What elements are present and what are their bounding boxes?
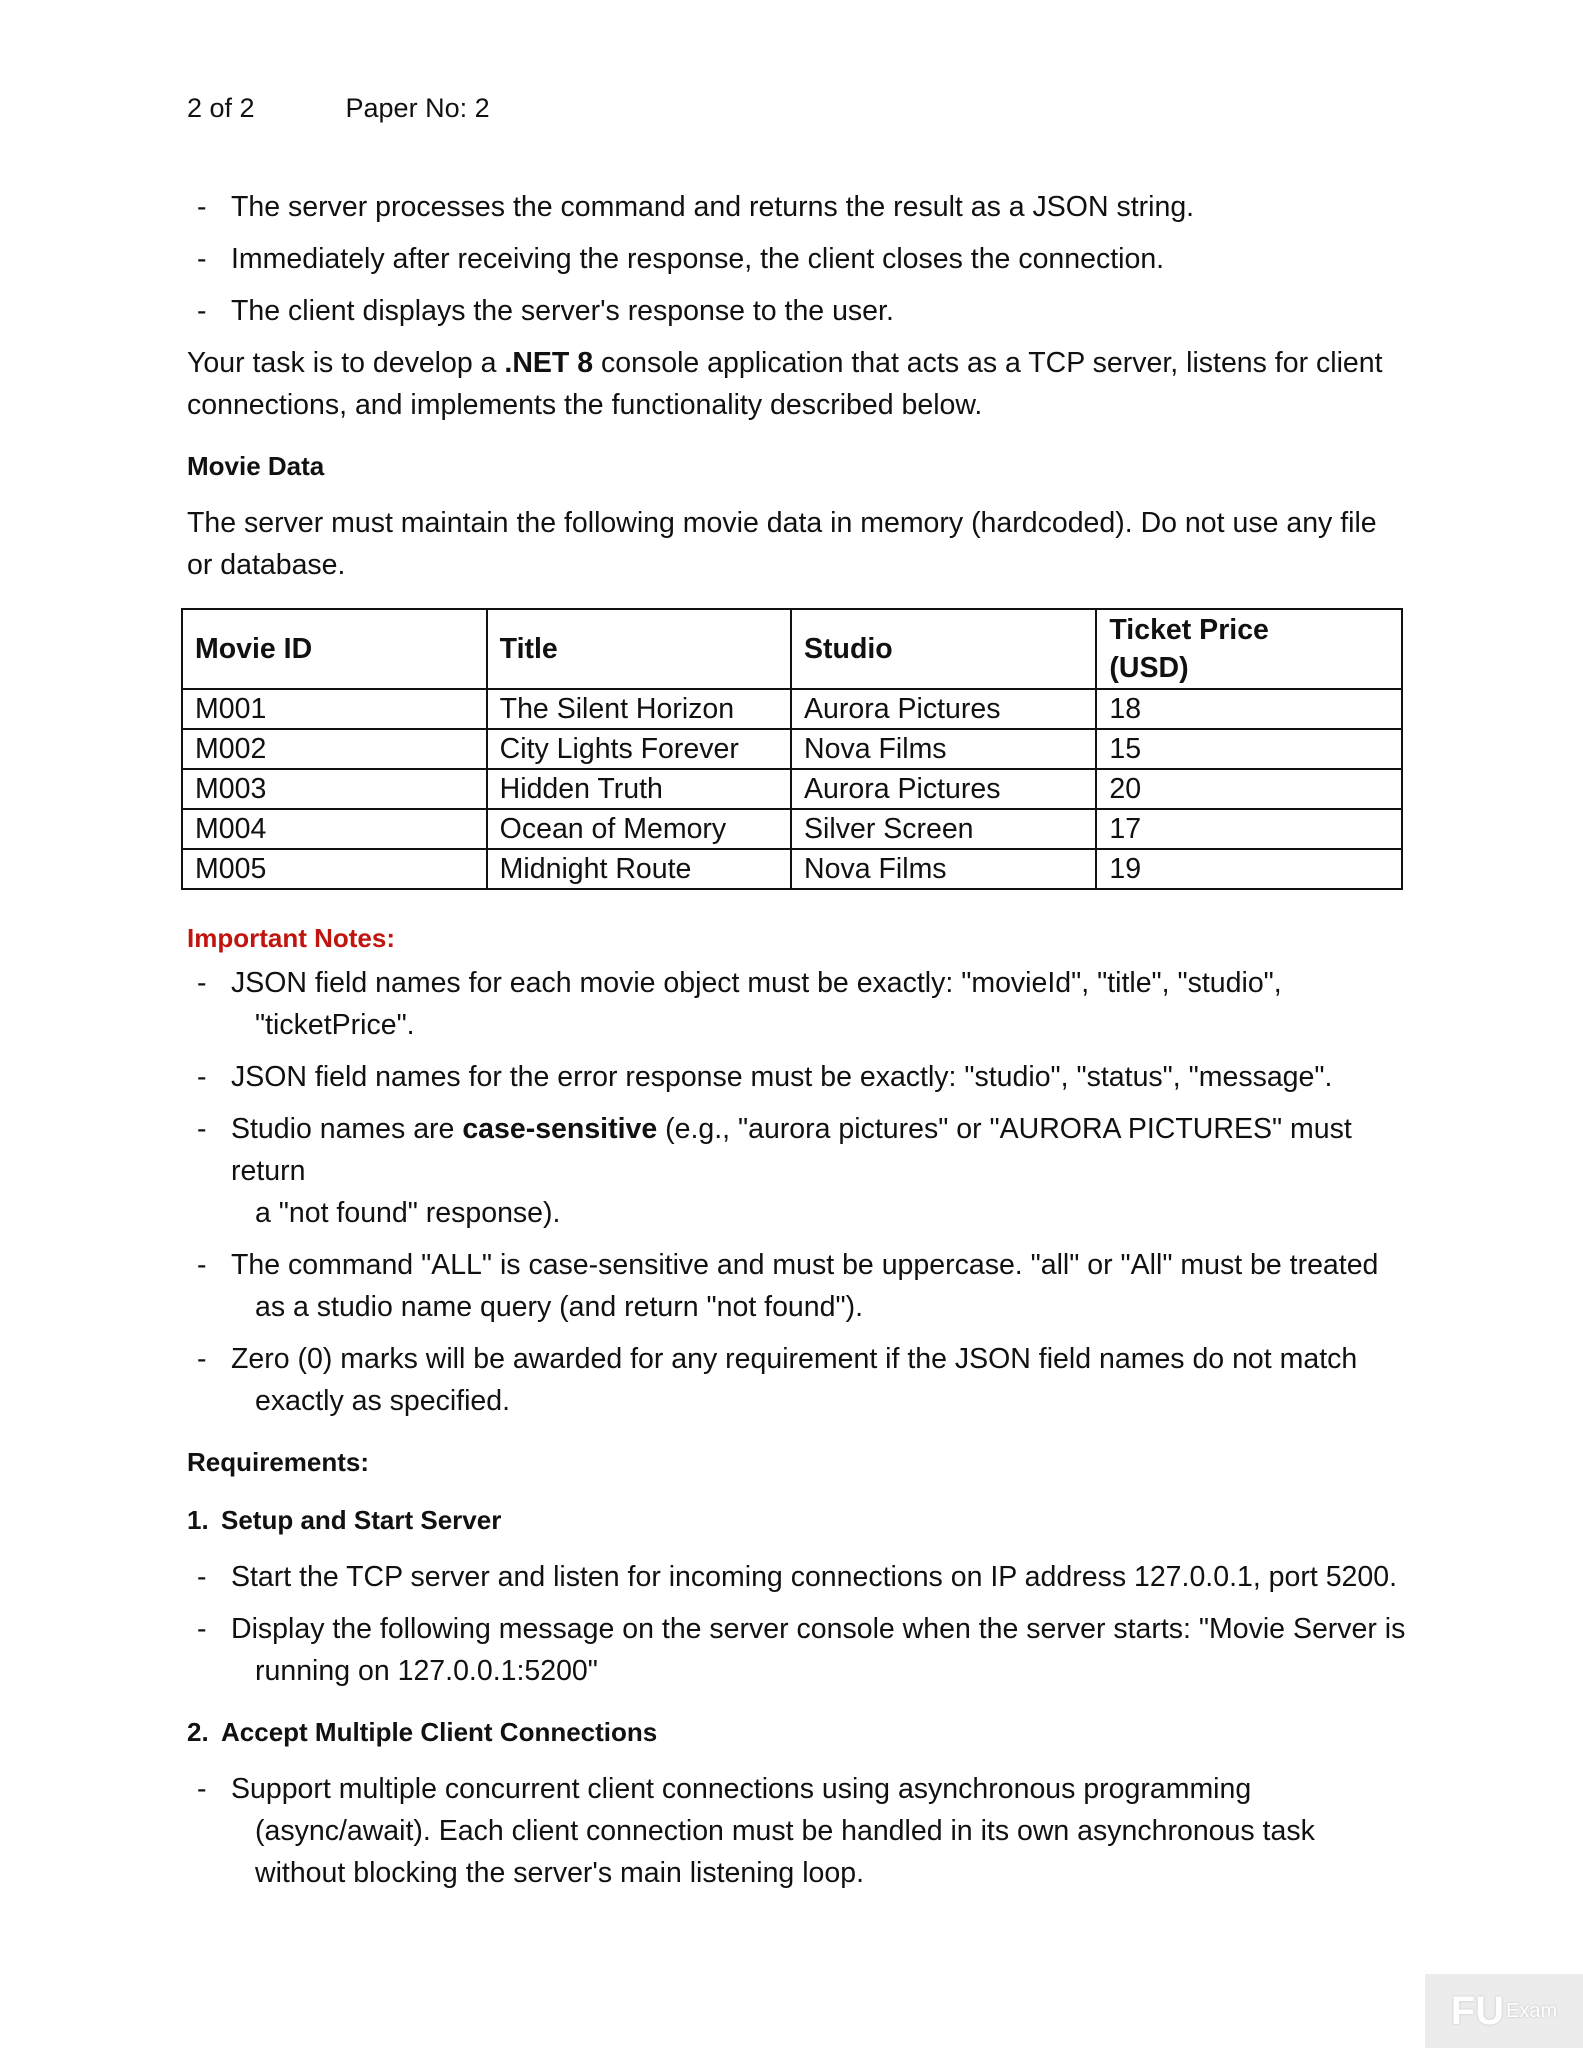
- list-item: - Start the TCP server and listen for incoming connections on IP address 127.0.0.1, port 5200.: [197, 1561, 1398, 1593]
- table-cell: City Lights Forever: [487, 729, 791, 769]
- page-number: 2 of 2: [187, 93, 255, 123]
- list-item: - Display the following message on the server console when the server starts: "Movie Server is running on 127.0.0.1:5200": [197, 1613, 1406, 1687]
- table-cell: M002: [182, 729, 487, 769]
- task-paragraph: Your task is to develop a .NET 8 console application that acts as a TCP server, listens for client connections, and implements the functionality described below.: [187, 347, 1383, 421]
- table-cell: 20: [1096, 769, 1402, 809]
- table-row: [182, 849, 1402, 889]
- requirement-1-title: 1. Setup and Start Server: [187, 1505, 502, 1535]
- movie-data-heading: Movie Data: [187, 451, 325, 481]
- list-item: - Studio names are case-sensitive (e.g., "aurora pictures" or "AURORA PICTURES" must return a "not found" response).: [197, 1113, 1352, 1229]
- exam-logo: FU Exam: [1425, 1974, 1583, 2048]
- column-header: Studio: [791, 609, 1096, 689]
- table-cell: The Silent Horizon: [487, 689, 791, 729]
- list-item: - Immediately after receiving the response, the client closes the connection.: [197, 243, 1165, 275]
- table-row: [182, 769, 1402, 809]
- page-header: [187, 93, 490, 124]
- list-item: - The client displays the server's response to the user.: [197, 295, 894, 327]
- table-cell: Nova Films: [791, 729, 1096, 769]
- column-header: Ticket Price (USD): [1096, 609, 1402, 689]
- table-row: [182, 809, 1402, 849]
- table-cell: 15: [1096, 729, 1402, 769]
- list-item: - The command "ALL" is case-sensitive and must be uppercase. "all" or "All" must be treated as a studio name query (and return "not found").: [197, 1249, 1379, 1323]
- list-item: - JSON field names for each movie object must be exactly: "movieId", "title", "studio", "ticketPrice".: [197, 967, 1282, 1041]
- table-row: [182, 689, 1402, 729]
- table-cell: Silver Screen: [791, 809, 1096, 849]
- table-row: [182, 729, 1402, 769]
- table-header-row: [182, 609, 1402, 689]
- table-cell: Midnight Route: [487, 849, 791, 889]
- list-item: - The server processes the command and returns the result as a JSON string.: [197, 191, 1195, 223]
- requirement-2-title: 2. Accept Multiple Client Connections: [187, 1717, 658, 1747]
- table-cell: Nova Films: [791, 849, 1096, 889]
- document-body: [187, 186, 1427, 1904]
- important-notes-heading: Important Notes:: [187, 923, 395, 953]
- movie-data-paragraph: The server must maintain the following movie data in memory (hardcoded). Do not use any file or database.: [187, 507, 1377, 581]
- movie-table: [181, 608, 1403, 890]
- table-cell: Aurora Pictures: [791, 689, 1096, 729]
- table-cell: 18: [1096, 689, 1402, 729]
- table-cell: 19: [1096, 849, 1402, 889]
- list-item: - Zero (0) marks will be awarded for any requirement if the JSON field names do not match exactly as specified.: [197, 1343, 1358, 1417]
- table-cell: Ocean of Memory: [487, 809, 791, 849]
- table-cell: Aurora Pictures: [791, 769, 1096, 809]
- table-cell: M003: [182, 769, 487, 809]
- table-cell: M005: [182, 849, 487, 889]
- column-header: Movie ID: [182, 609, 487, 689]
- list-item: - Support multiple concurrent client connections using asynchronous programming (async/await). Each client connection must be handled in its own asynchronous task without blocking the server's main listening loop.: [197, 1773, 1315, 1889]
- table-cell: M001: [182, 689, 487, 729]
- table-cell: Hidden Truth: [487, 769, 791, 809]
- requirements-heading: Requirements:: [187, 1447, 370, 1477]
- table-cell: 17: [1096, 809, 1402, 849]
- list-item: - JSON field names for the error response must be exactly: "studio", "status", "message".: [197, 1061, 1333, 1093]
- column-header: Title: [487, 609, 791, 689]
- paper-number: Paper No: 2: [345, 93, 490, 123]
- table-cell: M004: [182, 809, 487, 849]
